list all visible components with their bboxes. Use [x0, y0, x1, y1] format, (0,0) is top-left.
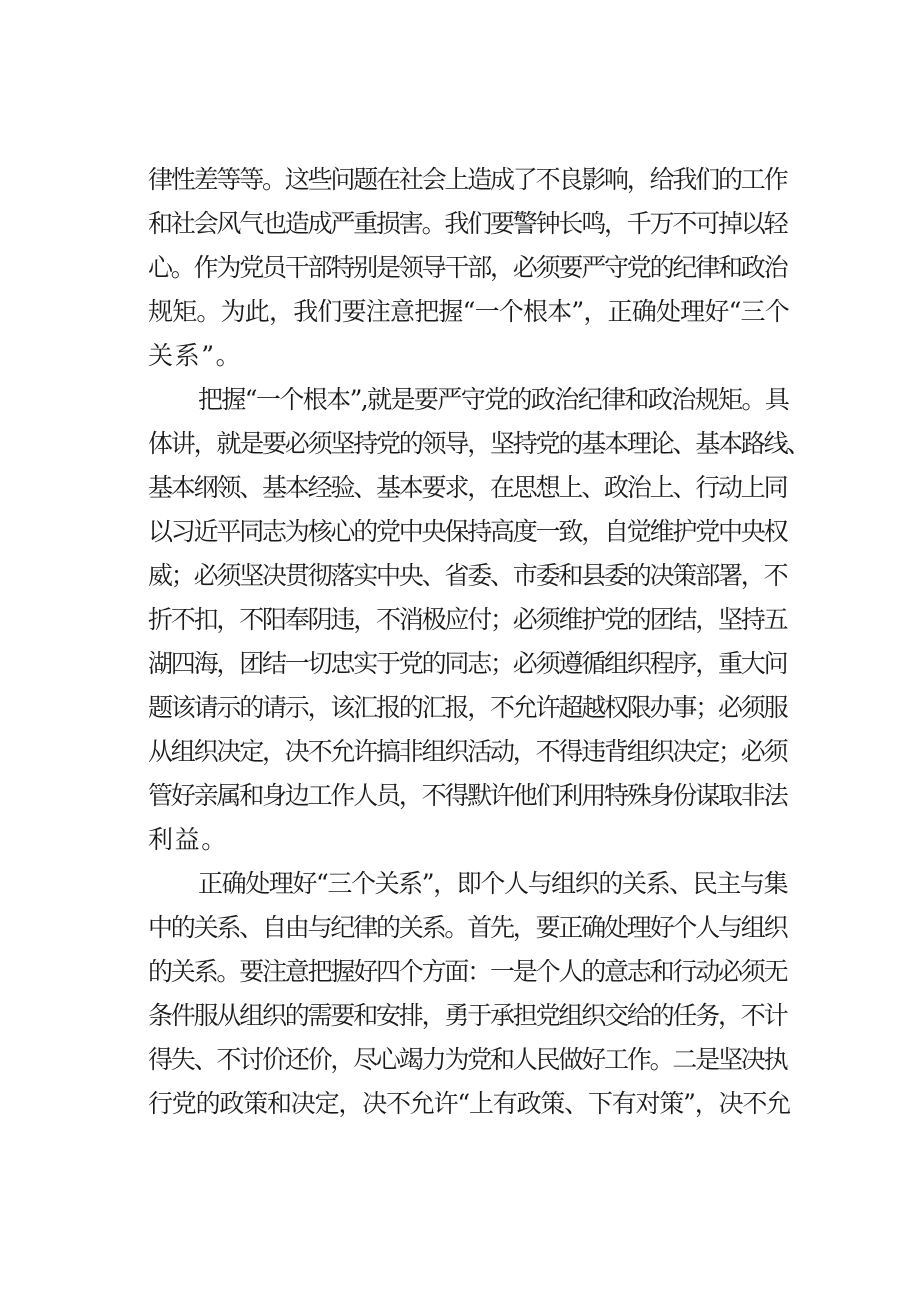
text-line: 得失、不讨价还价，尽心竭力为党和人民做好工作。二是坚决执	[148, 1045, 787, 1074]
text-line: 规矩。为此，我们要注意把握“一个根本”，正确处理好“三个	[148, 297, 789, 326]
text-line: 以习近平同志为核心的党中央保持高度一致，自觉维护党中央权	[148, 517, 787, 546]
text-line: 关系”。	[148, 341, 243, 370]
text-line: 威；必须坚决贯彻落实中央、省委、市委和县委的决策部署，不	[148, 561, 787, 590]
text-line: 管好亲属和身边工作人员，不得默许他们利用特殊身份谋取非法	[148, 781, 787, 810]
text-line: 题该请示的请示，该汇报的汇报，不允许超越权限办事；必须服	[148, 693, 787, 722]
text-line: 折不扣，不阳奉阴违，不消极应付；必须维护党的团结，坚持五	[148, 605, 787, 634]
text-line: 律性差等等。这些问题在社会上造成了不良影响，给我们的工作	[148, 165, 787, 194]
text-line: 和社会风气也造成严重损害。我们要警钟长鸣，千万不可掉以轻	[148, 209, 787, 238]
text-line: 从组织决定，决不允许搞非组织活动，不得违背组织决定；必须	[148, 737, 787, 766]
text-line: 利益。	[148, 825, 228, 854]
text-line: 行党的政策和决定，决不允许“上有政策、下有对策”，决不允	[148, 1089, 790, 1118]
text-line: 的关系。要注意把握好四个方面：一是个人的意志和行动必须无	[148, 957, 787, 986]
text-line: 湖四海，团结一切忠实于党的同志；必须遵循组织程序，重大问	[148, 649, 787, 678]
text-line: 体讲，就是要必须坚持党的领导，坚持党的基本理论、基本路线、	[148, 429, 810, 458]
text-line: 心。作为党员干部特别是领导干部，必须要严守党的纪律和政治	[148, 253, 787, 282]
paragraph-first-line: 正确处理好“三个关系”，即个人与组织的关系、民主与集	[198, 869, 788, 898]
text-line: 中的关系、自由与纪律的关系。首先，要正确处理好个人与组织	[148, 913, 787, 942]
paragraph-first-line: 把握“一个根本”,就是要严守党的政治纪律和政治规矩。具	[198, 385, 789, 414]
text-line: 条件服从组织的需要和安排，勇于承担党组织交给的任务，不计	[148, 1001, 787, 1030]
text-line: 基本纲领、基本经验、基本要求，在思想上、政治上、行动上同	[148, 473, 787, 502]
